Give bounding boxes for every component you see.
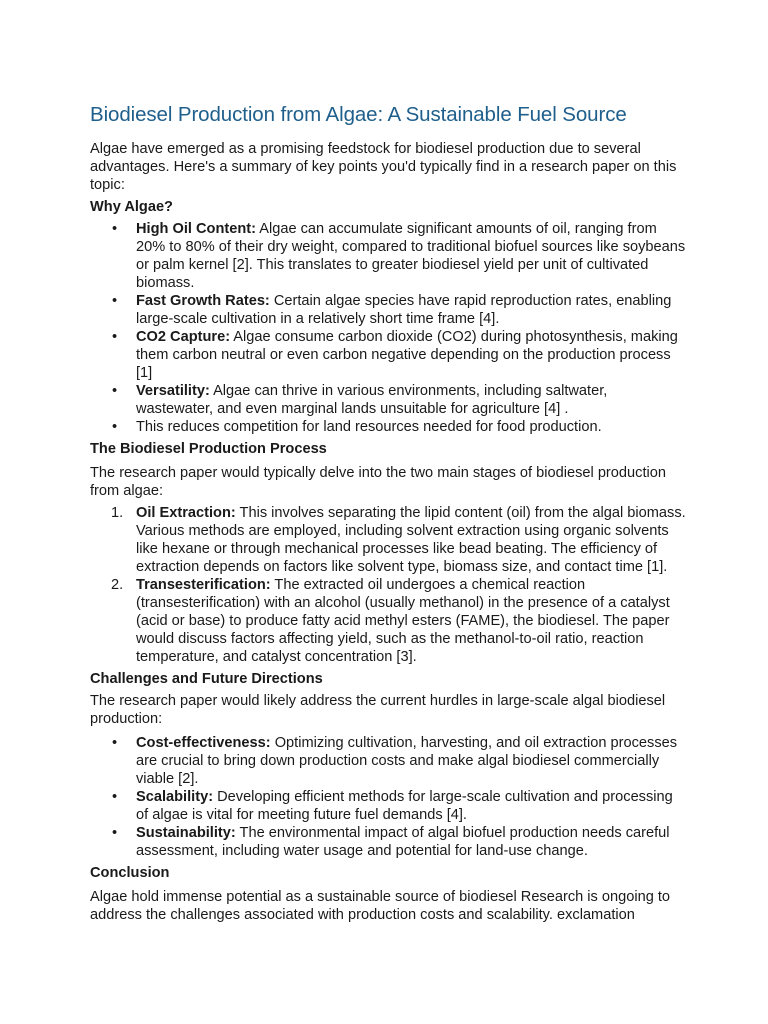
item-text: Developing efficient methods for large-scale cultivation and processing of algae is vital for meeting future fuel demands [4]. bbox=[136, 789, 673, 823]
process-intro-paragraph: The research paper would typically delve into the two main stages of biodiesel production from algae: bbox=[90, 465, 666, 499]
intro-paragraph: Algae have emerged as a promising feedstock for biodiesel production due to several advantages. Here's a summary of key points you'd typically find in a research paper on this topic: bbox=[90, 141, 677, 193]
item-label: High Oil Content: bbox=[136, 221, 256, 237]
list-item bbox=[90, 418, 688, 436]
bullet-icon: • bbox=[112, 789, 118, 805]
bullet-icon: • bbox=[112, 419, 118, 435]
bullet-icon: • bbox=[112, 221, 118, 237]
item-label: Fast Growth Rates: bbox=[136, 293, 270, 309]
section-heading-conclusion: Conclusion bbox=[90, 865, 170, 881]
list-item bbox=[90, 734, 688, 788]
list-item bbox=[90, 576, 688, 666]
challenges-list bbox=[90, 734, 688, 860]
bullet-icon: • bbox=[112, 735, 118, 751]
section-heading-why-algae: Why Algae? bbox=[90, 199, 173, 215]
why-algae-list bbox=[90, 220, 688, 436]
list-number: 2. bbox=[111, 577, 124, 593]
bullet-icon: • bbox=[112, 329, 118, 345]
item-label: Oil Extraction: bbox=[136, 505, 236, 521]
item-text: Algae can accumulate significant amounts of oil, ranging from 20% to 80% of their dry weight, compared to traditional biofuel sources like soybeans or palm kernel [2]. This translates to greater biodiesel yield per unit of cultivated biomass. bbox=[136, 221, 686, 291]
section-heading-challenges: Challenges and Future Directions bbox=[90, 671, 323, 687]
item-text: The environmental impact of algal biofuel production needs careful assessment, including water usage and potential for land-use change. bbox=[136, 825, 670, 859]
item-label: CO2 Capture: bbox=[136, 329, 231, 345]
item-label: Sustainability: bbox=[136, 825, 236, 841]
list-item bbox=[90, 220, 688, 292]
item-label: Scalability: bbox=[136, 789, 214, 805]
item-label: Transesterification: bbox=[136, 577, 271, 593]
list-item bbox=[90, 382, 688, 418]
list-item bbox=[90, 788, 688, 824]
list-item bbox=[90, 328, 688, 382]
section-heading-process: The Biodiesel Production Process bbox=[90, 441, 327, 457]
item-label: Versatility: bbox=[136, 383, 210, 399]
list-number: 1. bbox=[111, 505, 124, 521]
list-item bbox=[90, 292, 688, 328]
list-item bbox=[90, 504, 688, 576]
item-label: Cost-effectiveness: bbox=[136, 735, 271, 751]
item-text: The extracted oil undergoes a chemical reaction (transesterification) with an alcohol (usually methanol) in the presence of a catalyst (acid or base) to produce fatty acid methyl esters (FAME), the biodiesel. The paper would discuss factors affecting yield, such as the methanol-to-oil ratio, reaction temperature, and catalyst concentration [3]. bbox=[136, 577, 670, 665]
bullet-icon: • bbox=[112, 825, 118, 841]
item-text: This involves separating the lipid content (oil) from the algal biomass. Various methods are employed, including solvent extraction using organic solvents like hexane or through mechanical processes like bead beating. The efficiency of extraction depends on factors like solvent type, biomass size, and contact time [1]. bbox=[136, 505, 686, 575]
item-text: Algae consume carbon dioxide (CO2) during photosynthesis, making them carbon neutral or even carbon negative depending on the production process [1] bbox=[136, 329, 678, 381]
document-title: Biodiesel Production from Algae: A Sustainable Fuel Source bbox=[90, 103, 627, 126]
process-steps-list bbox=[90, 504, 688, 666]
item-text: Optimizing cultivation, harvesting, and oil extraction processes are crucial to bring down production costs and make algal biodiesel commercially viable [2]. bbox=[136, 735, 678, 787]
conclusion-paragraph: Algae hold immense potential as a sustainable source of biodiesel Research is ongoing to address the challenges associated with production costs and scalability. exclamation bbox=[90, 889, 671, 923]
bullet-icon: • bbox=[112, 293, 118, 309]
item-text: This reduces competition for land resources needed for food production. bbox=[136, 419, 602, 435]
bullet-icon: • bbox=[112, 383, 118, 399]
list-item bbox=[90, 824, 688, 860]
challenges-intro-paragraph: The research paper would likely address the current hurdles in large-scale algal biodiesel production: bbox=[90, 693, 666, 727]
item-text: Algae can thrive in various environments, including saltwater, wastewater, and even marginal lands unsuitable for agriculture [4] . bbox=[136, 383, 608, 417]
item-text: Certain algae species have rapid reproduction rates, enabling large-scale cultivation in a relatively short time frame [4]. bbox=[136, 293, 672, 327]
